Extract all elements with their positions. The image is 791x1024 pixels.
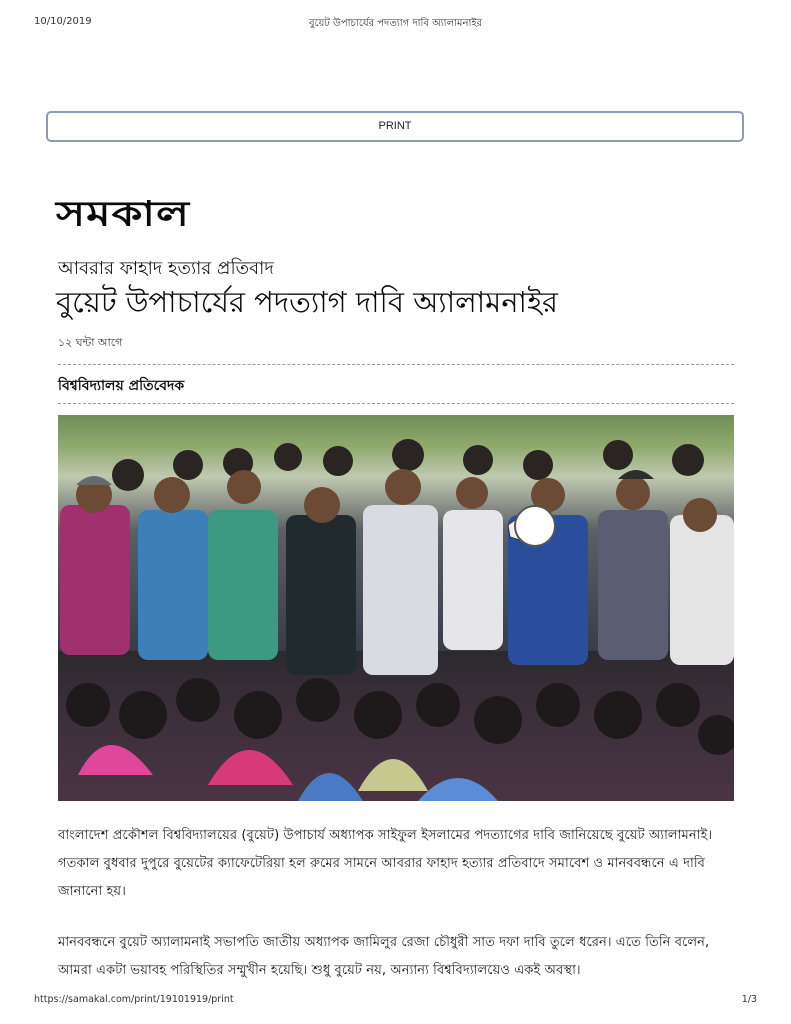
divider-bottom	[58, 403, 734, 404]
article-photo	[58, 415, 734, 801]
footer-page-number: 1/3	[741, 994, 757, 1005]
article-kicker: আবরার ফাহাদ হত্যার প্রতিবাদ	[58, 258, 274, 279]
print-button[interactable]: PRINT	[46, 111, 744, 142]
article-headline: বুয়েট উপাচার্যের পদত্যাগ দাবি অ্যালামনাইর	[56, 285, 559, 319]
article-paragraph-1: বাংলাদেশ প্রকৌশল বিশ্ববিদ্যালয়ের (বুয়েট) উপাচার্য অধ্যাপক সাইফুল ইসলামের পদত্যাগের দাবি জানিয়েছে বুয়েট অ্যালামনাই। গতকাল বুধবার দুপুরে বুয়েটের ক্যাফেটেরিয়া হল রুমের সামনে আবরার ফাহাদ হত্যার প্রতিবাদে সমাবেশ ও মানববন্ধনে এ দাবি জানানো হয়।	[58, 828, 713, 899]
footer-url: https://samakal.com/print/19101919/print	[34, 994, 234, 1005]
article-timestamp: ১২ ঘন্টা আগে	[58, 336, 123, 349]
article-paragraph-2: মানববন্ধনে বুয়েট অ্যালামনাই সভাপতি জাতীয় অধ্যাপক জামিলুর রেজা চৌধুরী সাত দফা দাবি তুলে ধরেন। এতে তিনি বলেন, আমরা একটা ভয়াবহ পরিস্থিতির সম্মুখীন হয়েছি। শুধু বুয়েট নয়, অন্যান্য বিশ্ববিদ্যালয়েও একই অবস্থা।	[58, 935, 710, 978]
print-date: 10/10/2019	[34, 16, 92, 27]
print-page-title: বুয়েট উপাচার্যের পদত্যাগ দাবি অ্যালামনাইর	[308, 18, 483, 29]
divider-top	[58, 364, 734, 365]
article-byline: বিশ্ববিদ্যালয় প্রতিবেদক	[58, 378, 185, 394]
samakal-logo: সমকাল	[56, 194, 190, 235]
photo-figures	[58, 415, 734, 801]
